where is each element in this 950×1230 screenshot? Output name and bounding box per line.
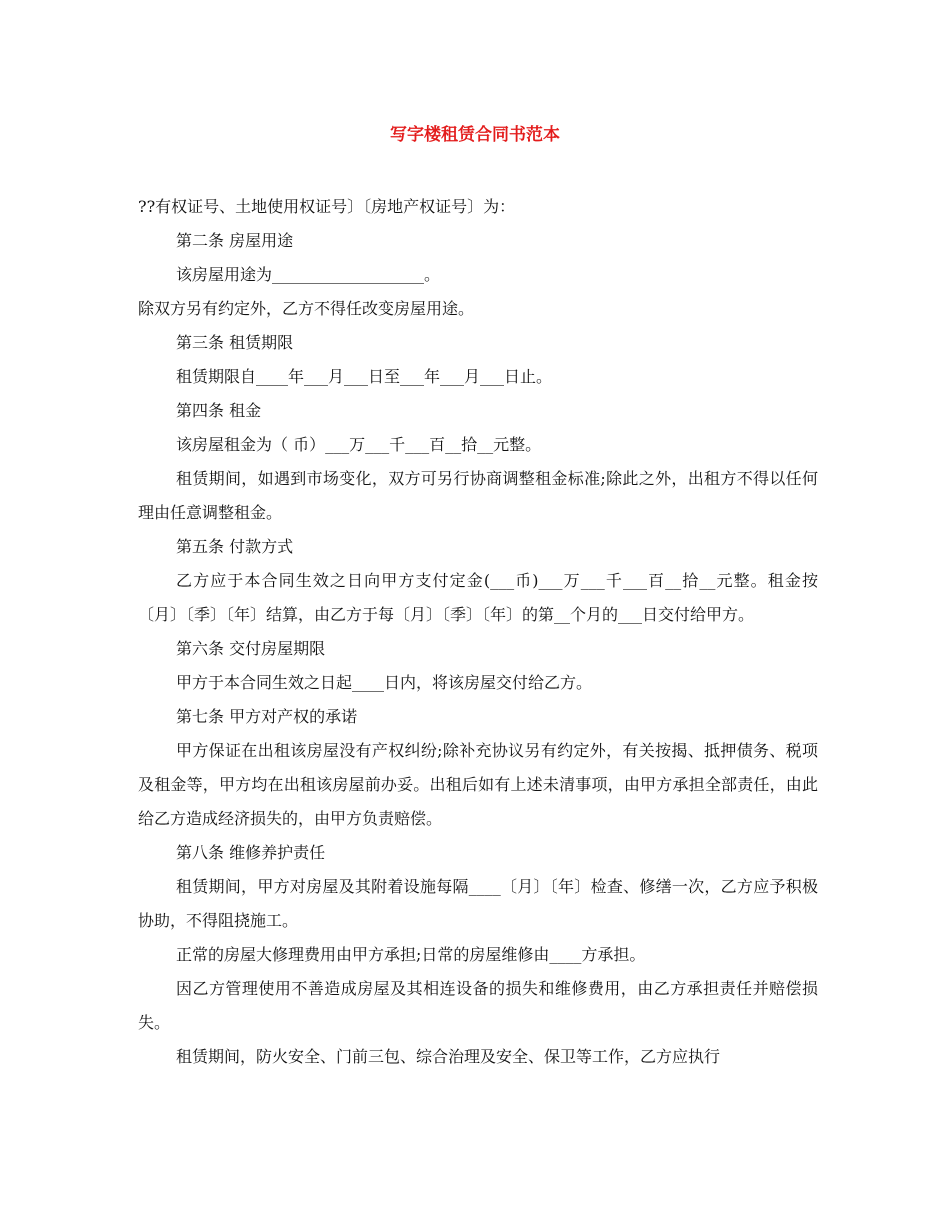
paragraph: 除双方另有约定外，乙方不得任改变房屋用途。 (138, 299, 475, 318)
paragraph: 该房屋租金为（ 币）___万___千___百__拾__元整。 (176, 435, 542, 454)
paragraph: 该房屋用途为___________________。 (176, 265, 441, 284)
paragraph: 租赁期间，防火安全、门前三包、综合治理及安全、保卫等工作，乙方应执行 (176, 1047, 721, 1066)
document-title: 写字楼租赁合同书范本 (390, 125, 560, 145)
paragraph: 租赁期间，甲方对房屋及其附着设施每隔____〔月〕〔年〕检查、修缮一次，乙方应予积极协助，不得阻挠施工。 (138, 877, 818, 930)
article-6-heading: 第六条 交付房屋期限 (176, 639, 326, 658)
article-5-heading: 第五条 付款方式 (176, 537, 294, 556)
article-4-heading: 第四条 租金 (176, 401, 262, 420)
paragraph: 租赁期限自____年___月___日至___年___月___日止。 (176, 367, 553, 386)
article-2-heading: 第二条 房屋用途 (176, 231, 294, 250)
paragraph: 租赁期间，如遇到市场变化，双方可另行协商调整租金标准;除此之外，出租方不得以任何理由任意调整租金。 (138, 469, 818, 522)
article-8-heading: 第八条 维修养护责任 (176, 843, 326, 862)
article-3-heading: 第三条 租赁期限 (176, 333, 294, 352)
paragraph: 正常的房屋大修理费用由甲方承担;日常的房屋维修由____方承担。 (176, 945, 646, 964)
paragraph: 因乙方管理使用不善造成房屋及其相连设备的损失和维修费用，由乙方承担责任并赔偿损失。 (138, 979, 818, 1032)
paragraph: 甲方于本合同生效之日起____日内，将该房屋交付给乙方。 (176, 673, 593, 692)
paragraph-property-certificate: ??有权证号、土地使用权证号〕〔房地产权证号〕为： (138, 197, 516, 216)
paragraph: 甲方保证在出租该房屋没有产权纠纷;除补充协议另有约定外，有关按揭、抵押债务、税项及租金等，甲方均在出租该房屋前办妥。出租后如有上述未清事项，由甲方承担全部责任，由此给乙方造成经济损失的，由甲方负责赔偿。 (138, 741, 818, 828)
paragraph: 乙方应于本合同生效之日向甲方支付定金(___币)___万___千___百__拾__元整。租金按〔月〕〔季〕〔年〕结算，由乙方于每〔月〕〔季〕〔年〕的第__个月的___日交付给甲方。 (138, 571, 818, 624)
article-7-heading: 第七条 甲方对产权的承诺 (176, 707, 358, 726)
document-body (138, 190, 818, 1074)
